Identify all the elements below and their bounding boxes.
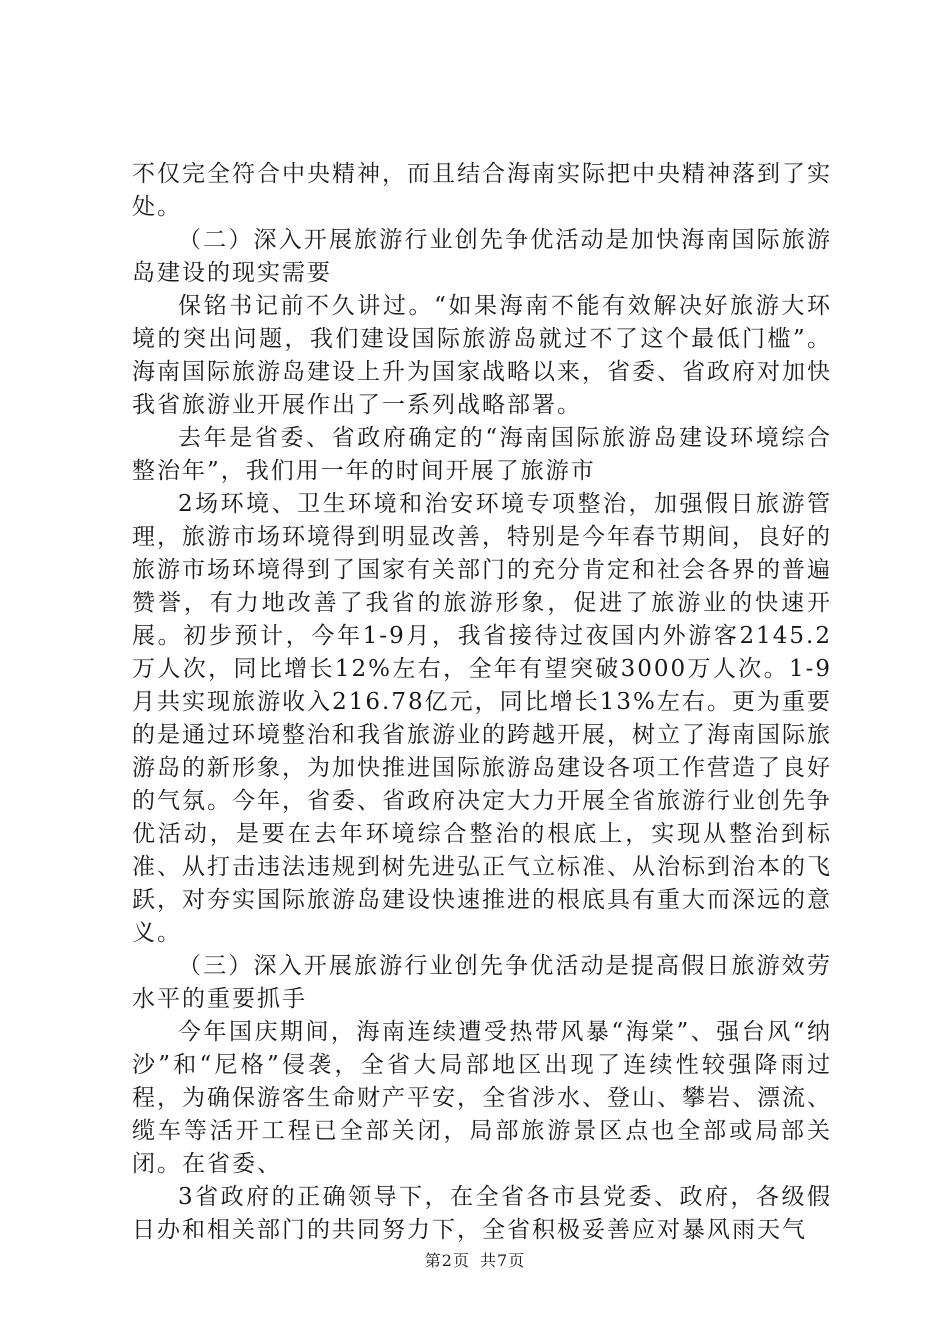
- paragraph: 2场环境、卫生环境和治安环境专项整治，加强假日旅游管理，旅游市场环境得到明显改善，特别是今年春节期间，良好的旅游市场环境得到了国家有关部门的充分肯定和社会各界的普遍赞誉，有力地改善了我省的旅游形象，促进了旅游业的快速开展。初步预计，今年1-9月，我省接待过夜国内外游客2145.2万人次，同比增长12%左右，全年有望突破3000万人次。1-9月共实现旅游收入216.78亿元，同比增长13%左右。更为重要的是通过环境整治和我省旅游业的跨越开展，树立了海南国际旅游岛的新形象，为加快推进国际旅游岛建设各项工作营造了良好的气氛。今年，省委、省政府决定大力开展全省旅游行业创先争优活动，是要在去年环境综合整治的根底上，实现从整治到标准、从打击违法违规到树先进弘正气立标准、从治标到治本的飞跃，对夯实国际旅游岛建设快速推进的根底具有重大而深远的意义。: [132, 491, 832, 946]
- page-total: 共7页: [480, 1251, 526, 1270]
- paragraph: 去年是省委、省政府确定的“海南国际旅游岛建设环境综合整治年”，我们用一年的时间开展了旅游市: [132, 425, 832, 484]
- paragraph: 保铭书记前不久讲过。“如果海南不能有效解决好旅游大环境的突出问题，我们建设国际旅游岛就过不了这个最低门槛”。海南国际旅游岛建设上升为国家战略以来，省委、省政府对加快我省旅游业开展作出了一系列战略部署。: [132, 293, 832, 418]
- section-heading-3: （三）深入开展旅游行业创先争优活动是提高假日旅游效劳水平的重要抓手: [132, 953, 832, 1012]
- paragraph-continuation: 不仅完全符合中央精神，而且结合海南实际把中央精神落到了实处。: [132, 161, 832, 220]
- paragraph: 3省政府的正确领导下，在全省各市县党委、政府，各级假日办和相关部门的共同努力下，全省积极妥善应对暴风雨天气: [132, 1184, 832, 1243]
- document-body: [132, 158, 832, 1247]
- page-number: 第2页: [424, 1251, 470, 1270]
- section-heading-2: （二）深入开展旅游行业创先争优活动是加快海南国际旅游岛建设的现实需要: [132, 227, 832, 286]
- paragraph: 今年国庆期间，海南连续遭受热带风暴“海棠”、强台风“纳沙”和“尼格”侵袭，全省大局部地区出现了连续性较强降雨过程，为确保游客生命财产平安，全省涉水、登山、攀岩、漂流、缆车等活开工程已全部关闭，局部旅游景区点也全部或局部关闭。在省委、: [132, 1019, 832, 1177]
- page-footer: [0, 1248, 950, 1271]
